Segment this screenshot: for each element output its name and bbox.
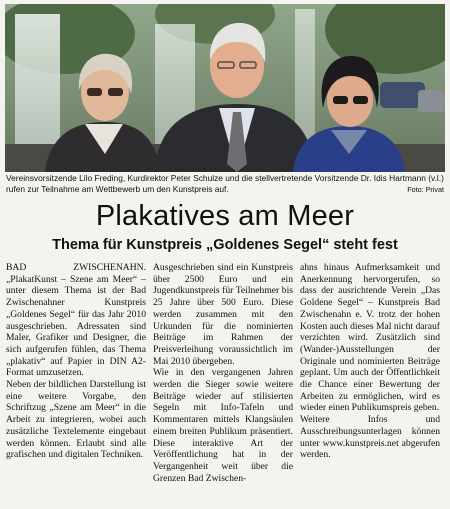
article-paragraph: Neben der bildlichen Darstellung ist eine weitere Vorgabe, den Schriftzug „Szene am Meer“ in die Arbeit zu integrieren, wobei auch zusätzliche Textelemente eingebaut werden können. Erlaubt sind alle grafischen und digitalen Techniken. [6, 379, 146, 461]
group-photo [5, 4, 445, 172]
headline: Plakatives am Meer [95, 200, 355, 232]
article-body [6, 262, 444, 508]
article-paragraph: BAD ZWISCHENAHN. „PlakatKunst – Szene am Meer“ – unter diesem Thema ist der Bad Zwischenahner Kunstpreis „Goldenes Segel“ für das Jahr 2010 ausgeschrieben. Adressaten sind Maler, Grafiker und Designer, die sich aufgerufen fühlen, das Thema „plakativ“ auf Papier in DIN A2-Format umzusetzen. [6, 262, 146, 379]
photo-illustration [5, 4, 445, 172]
photo-caption [6, 173, 444, 195]
article-column-3 [300, 262, 440, 461]
article-paragraph: Wie in den vergangenen Jahren werden die Sieger sowie weitere Beiträge wieder auf stilisierten Segeln mit Info-Tafeln und Kommentaren mittels Klangsäulen einem breiten Publikum präsentiert. Diese interaktive Art der Veröffentlichung hat in der Vergangenheit weit über die Grenzen Bad Zwischen- [153, 367, 293, 484]
article-paragraph: Ausgeschrieben sind ein Kunstpreis über 2500 Euro und ein Jugendkunstpreis für Teilnehmer bis 25 Jahre über 500 Euro. Diese werden zusammen mit den Urkunden für die nominierten Beiträge im Rahmen der Preisverleihung voraussichtlich im Mai 2010 übergeben. [153, 262, 293, 367]
article-column-2 [153, 262, 293, 484]
article-paragraph: Weitere Infos und Ausschreibungsunterlagen können unter www.kunstpreis.net abgerufen werden. [300, 414, 440, 461]
photo-credit: Foto: Privat [407, 184, 444, 194]
article-paragraph: ahns hinaus Aufmerksamkeit und Anerkennung hervorgerufen, so dass der ausrichtende Verein „Das Goldene Segel“ – Kunstpreis Bad Zwischenahn e. V. trotz der hohen Kosten auch dieses Mal nicht darauf verzichten wird. Zusätzlich sind (Wander-)Ausstellungen der Originale und nominierten Beiträge geplant. Um auch der Öffentlichkeit die Chance einer Bewertung der Arbeiten zu ermöglichen, wird es wieder einen Publikumspreis geben. [300, 262, 440, 414]
article-column-1 [6, 262, 146, 461]
subheadline: Thema für Kunstpreis „Goldenes Segel“ steht fest [52, 237, 398, 253]
caption-text: Vereinsvorsitzende Lilo Freding, Kurdirektor Peter Schulze und die stellvertretende Vorsitzende Dr. Idis Hartmann (v.l.) rufen zur Teilnahme am Wettbewerb um den Kunstpreis auf. [6, 173, 444, 194]
